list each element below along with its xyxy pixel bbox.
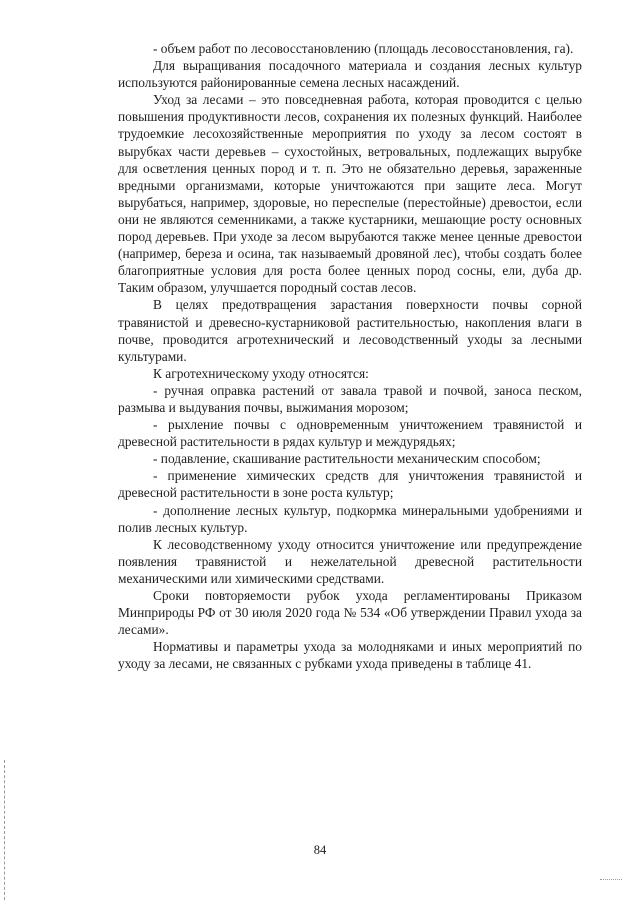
paragraph-regulation: Сроки повторяемости рубок ухода регламентированы Приказом Минприроды РФ от 30 июля 2020 года № 534 «Об утверждении Правил ухода за лесами». — [118, 588, 582, 638]
paragraph-agrotechnical-heading: К агротехническому уходу относятся: — [153, 365, 369, 381]
list-item-soil-loosening: - рыхление почвы с одновременным уничтожением травянистой и древесной растительности в рядах культур и междурядьях; — [118, 417, 582, 450]
list-item-manual-correction: - ручная оправка растений от завала травой и почвой, заноса песком, размыва и выдувания почвы, выжимания морозом; — [118, 382, 582, 415]
body-text — [118, 40, 582, 672]
paragraph-planting-material: Для выращивания посадочного материала и создания лесных культур используются районированные семена лесных насаждений. — [118, 58, 582, 91]
paragraph-overgrowth-prevention: В целях предотвращения зарастания поверхности почвы сорной травянистой и древесно-кустарниковой растительностью, накопления влаги в почве, проводится агротехнический и лесоводственный уходы за лесными культурами. — [118, 297, 582, 364]
page-number: 84 — [313, 843, 327, 857]
list-item-chemicals: - применение химических средств для уничтожения травянистой и древесной растительности в зоне роста культур; — [118, 468, 582, 501]
scan-edge-mark — [4, 760, 6, 900]
paragraph-table-reference: Нормативы и параметры ухода за молодняками и иных мероприятий по уходу за лесами, не связанных с рубками ухода приведены в таблице 41. — [118, 639, 582, 672]
list-item-fertilizing: - дополнение лесных культур, подкормка минеральными удобрениями и полив лесных культур. — [118, 502, 582, 535]
scan-corner-mark — [600, 879, 622, 881]
paragraph-forestation-volume: - объем работ по лесовосстановлению (площадь лесовосстановления, га). — [153, 41, 574, 56]
paragraph-silvicultural-care: К лесоводственному уходу относится уничтожение или предупреждение появления травянистой и нежелательной древесной растительности механическими или химическими средствами. — [118, 536, 582, 586]
list-item-mowing: - подавление, скашивание растительности механическим способом; — [153, 451, 541, 467]
paragraph-forest-care: Уход за лесами – это повседневная работа, которая проводится с целью повышения продуктивности лесов, сохранения их полезных функций. Наиболее трудоемкие лесохозяйственные мероприятия по уходу за лесом состоят в вырубках части деревьев – сухостойных, ветровальных, подлежащих вырубке для осветления ценных пород и т. п. Это не обязательно деревья, зараженные вредными организмами, которые уничтожаются при защите леса. Могут вырубаться, например, здоровые, но переспелые (перестойные) древостои, если они не являются семенниками, а также кустарники, мешающие росту основных пород деревьев. При уходе за лесом вырубаются также менее ценные древостои (например, береза и осина, так называемый дровяной лес), чтобы создать более благоприятные условия для роста более ценных пород сосны, ели, дуба др. Таким образом, улучшается породный состав лесов. — [118, 92, 582, 296]
